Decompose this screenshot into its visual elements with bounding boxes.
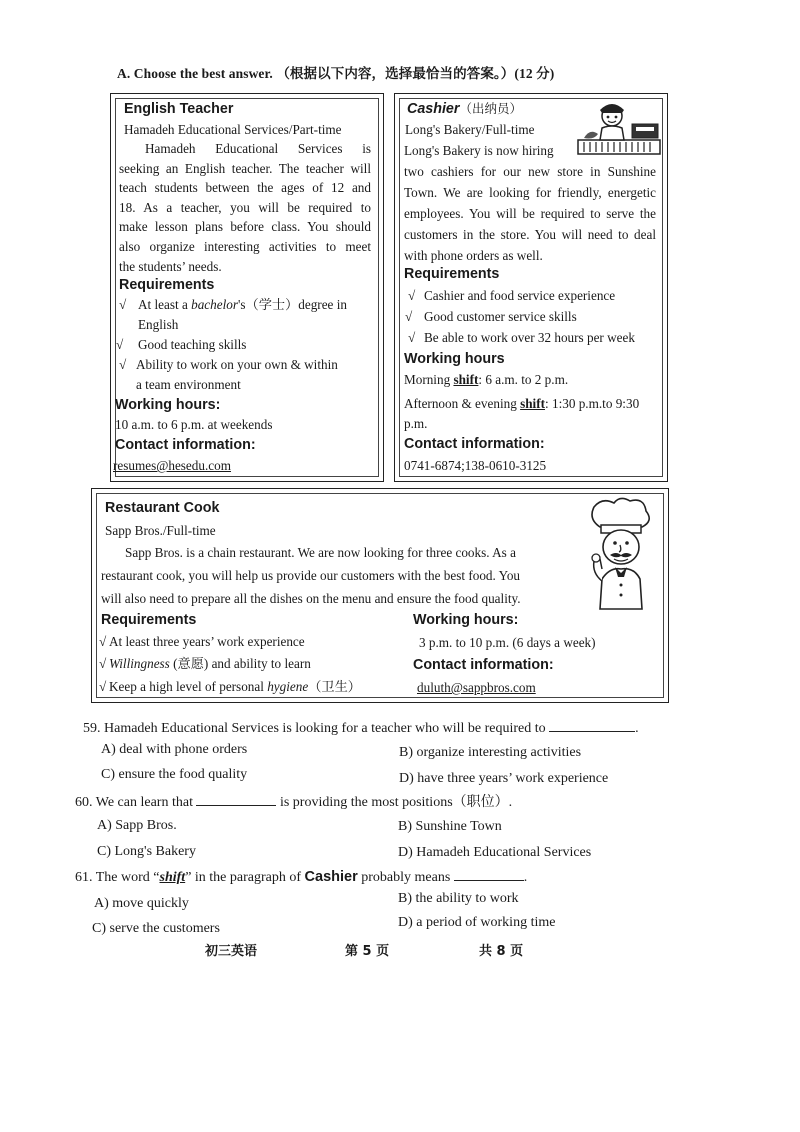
cashier-description [404, 141, 656, 266]
teacher-req-item: At least a bachelor's（学士）degree in [138, 295, 347, 315]
question-61-text-b: ” in the paragraph of [185, 870, 302, 885]
cook-req-item: Keep a high level of personal hygiene（卫生） [109, 679, 361, 694]
teacher-contact-title: Contact information: [115, 437, 256, 453]
check-icon: √ [99, 656, 107, 671]
cook-desc-line: restaurant cook, you will help us provide our customers with the best food. You [101, 568, 521, 583]
cashier-desc-line: employees. You will be required to serve the [404, 205, 656, 221]
cashier-title [407, 99, 522, 119]
cashier-desc-line: two cashiers for our new store in Sunshine [404, 163, 656, 179]
check-icon: √ [408, 288, 416, 303]
question-61-text-c: probably means [361, 870, 451, 885]
shift-word: shift [453, 372, 479, 387]
question-61-keyword: Cashier [304, 869, 358, 885]
teacher-requirements-title: Requirements [119, 277, 215, 293]
cashier-desc-line: Town. We are looking for friendly, energetic [404, 184, 656, 200]
cashier-contact-title: Contact information: [404, 436, 545, 452]
option-59-d[interactable]: D) have three years’ work experience [399, 771, 609, 786]
check-icon: √ [99, 634, 107, 649]
answer-blank[interactable] [549, 717, 635, 732]
afternoon-time: : 1:30 p.m.to 9:30 [545, 396, 640, 411]
teacher-req-item-continued: English [138, 317, 179, 332]
option-60-c[interactable]: C) Long's Bakery [97, 844, 196, 859]
cashier-req-item: Cashier and food service experience [424, 288, 616, 303]
option-61-b[interactable]: B) the ability to work [398, 891, 519, 906]
option-60-d[interactable]: D) Hamadeh Educational Services [398, 845, 592, 860]
option-60-b[interactable]: B) Sunshine Town [398, 819, 502, 834]
cook-company: Sapp Bros./Full-time [105, 523, 216, 538]
teacher-hours-title: Working hours: [115, 397, 221, 413]
teacher-company: Hamadeh Educational Services/Part-time [124, 122, 342, 137]
teacher-req-item: Good teaching skills [138, 337, 247, 352]
morning-label: Morning [404, 372, 454, 387]
question-60-text-b: is providing the most positions（职位）. [279, 795, 513, 810]
check-icon: √ [405, 309, 413, 324]
check-icon: √ [408, 330, 416, 345]
option-61-a[interactable]: A) move quickly [94, 896, 189, 911]
option-60-a[interactable]: A) Sapp Bros. [97, 818, 177, 833]
cashier-hours-morning [404, 370, 568, 390]
shift-word: shift [520, 396, 546, 411]
cashier-requirements-title: Requirements [404, 266, 500, 282]
answer-blank[interactable] [196, 791, 276, 806]
teacher-desc-line: the students’ needs. [119, 258, 222, 274]
teacher-title: English Teacher [124, 101, 234, 117]
cashier-hours-afternoon [404, 394, 639, 414]
cashier-desc-line: Long's Bakery is now hiring [404, 143, 554, 158]
teacher-description [119, 139, 371, 276]
footer-subject: 初三英语 [205, 944, 258, 959]
afternoon-label: Afternoon & evening [404, 396, 521, 411]
cashier-title-text: Cashier [407, 101, 460, 117]
cashier-req-item: Good customer service skills [424, 309, 577, 324]
chef-illustration [584, 497, 656, 611]
cook-desc-line: will also need to prepare all the dishes on the menu and ensure the food quality. [101, 591, 521, 606]
teacher-desc-line: seeking an English teacher. The teacher will [119, 160, 371, 176]
cook-contact-title: Contact information: [413, 657, 554, 673]
cashier-contact-phone: 0741-6874;138-0610-3125 [404, 458, 547, 473]
question-61-stem [75, 866, 527, 888]
cashier-company: Long's Bakery/Full-time [405, 122, 535, 137]
check-icon: √ [99, 679, 107, 694]
question-59-text: 59. Hamadeh Educational Services is looking for a teacher who will be required to [83, 721, 546, 736]
section-heading: A. Choose the best answer. （根据以下内容，选择最恰当的答案。）(12 分) [117, 66, 555, 81]
cashier-desc-line: with phone orders as well. [404, 247, 543, 263]
question-61-end: . [523, 870, 528, 885]
check-icon: √ [119, 297, 127, 312]
check-icon: √ [116, 337, 124, 352]
option-59-c[interactable]: C) ensure the food quality [101, 767, 248, 782]
check-icon: √ [119, 357, 127, 372]
cashier-hours-title: Working hours [404, 351, 505, 367]
teacher-desc-line: also organize interesting activities to meet [119, 238, 371, 254]
morning-time: : 6 a.m. to 2 p.m. [478, 372, 569, 387]
answer-blank[interactable] [454, 866, 524, 881]
teacher-req-item-continued: a team environment [136, 377, 241, 392]
question-59-stem [83, 717, 639, 739]
cashier-hours-afternoon-cont: p.m. [404, 416, 428, 431]
cashier-title-cn: （出纳员） [459, 101, 522, 116]
question-61-text-a: 61. The word “ [75, 870, 160, 885]
teacher-desc-line: teach students between the ages of 12 and [119, 180, 371, 196]
teacher-req-item: Ability to work on your own & within [136, 357, 338, 372]
teacher-desc-line: 18. As a teacher, you will be required to [119, 199, 371, 215]
cook-hours-title: Working hours: [413, 612, 519, 628]
cook-title: Restaurant Cook [105, 500, 220, 516]
question-60-text-a: 60. We can learn that [75, 795, 193, 810]
option-59-a[interactable]: A) deal with phone orders [101, 742, 248, 757]
teacher-desc-line: make lesson plans before class. You should [119, 219, 371, 235]
cook-contact-email[interactable]: duluth@sappbros.com [417, 680, 536, 695]
question-61-word: shift [159, 870, 186, 885]
cook-requirements-title: Requirements [101, 612, 197, 628]
option-59-b[interactable]: B) organize interesting activities [399, 745, 582, 760]
cashier-req-item: Be able to work over 32 hours per week [424, 330, 635, 345]
teacher-desc-line: Hamadeh Educational Services is [145, 141, 371, 156]
footer-total-pages: 共 8 页 [479, 944, 524, 959]
cook-desc-line: Sapp Bros. is a chain restaurant. We are now looking for three cooks. As a [125, 545, 516, 560]
cook-req-item: Willingness (意愿) and ability to learn [109, 656, 311, 671]
option-61-c[interactable]: C) serve the customers [92, 921, 220, 936]
cook-req-item: At least three years’ work experience [109, 634, 305, 649]
question-59-end: . [635, 721, 639, 736]
footer-page-number: 第 5 页 [345, 944, 390, 959]
option-61-d[interactable]: D) a period of working time [398, 915, 556, 930]
teacher-contact-email[interactable]: resumes@hesedu.com [113, 458, 231, 473]
question-60-stem [75, 791, 512, 813]
teacher-hours: 10 a.m. to 6 p.m. at weekends [115, 417, 273, 432]
cashier-desc-line: customers in the store. You will need to deal [404, 226, 656, 242]
cook-hours: 3 p.m. to 10 p.m. (6 days a week) [419, 635, 596, 650]
